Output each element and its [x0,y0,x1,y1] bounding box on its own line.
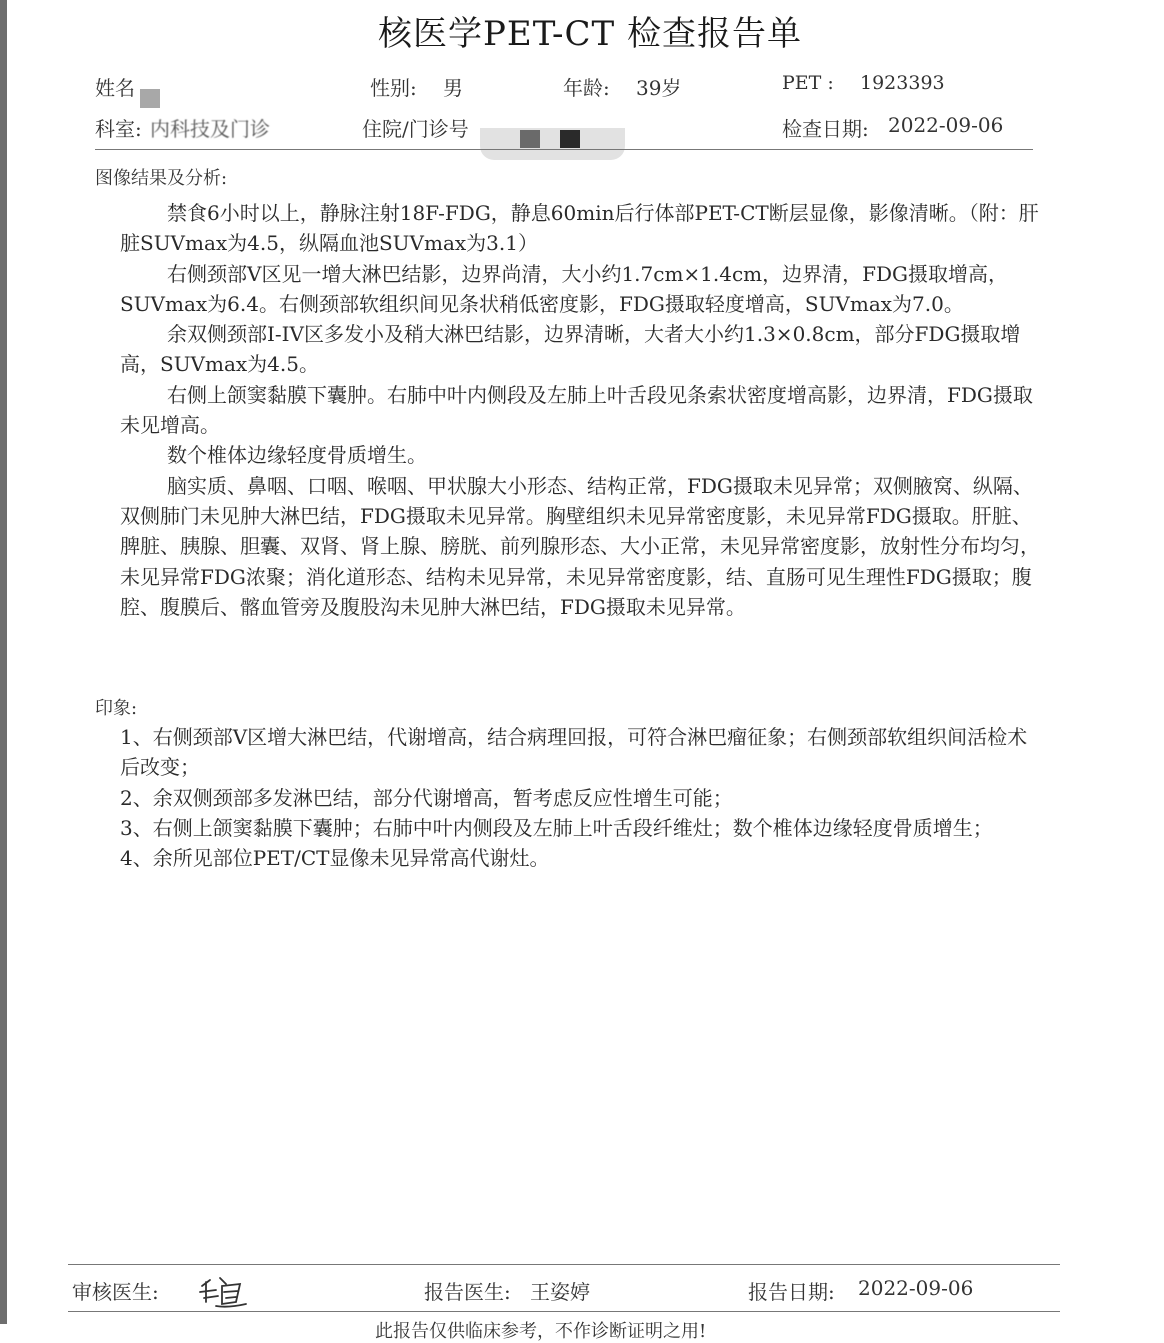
age-label: 年龄: [563,76,610,100]
reporter-name: 王姿婷 [530,1280,590,1304]
disclaimer-text: 此报告仅供临床参考，不作诊断证明之用! [375,1321,707,1342]
viewer-left-edge [0,0,7,1324]
header-divider [95,149,1033,150]
findings-paragraph: 右侧上颌窦黏膜下囊肿。右肺中叶内侧段及左肺上叶舌段见条索状密度增高影，边界清，FDG摄取未见增高。 [120,382,1033,438]
impression-item: 3、右侧上颌窦黏膜下囊肿；右肺中叶内侧段及左肺上叶舌段纤维灶；数个椎体边缘轻度骨质增生； [120,815,993,840]
findings-paragraph: 禁食6小时以上，静脉注射18F-FDG，静息60min后行体部PET-CT断层显像，影像清晰。（附：肝脏SUVmax为4.5，纵隔血池SUVmax为3.1） [120,201,1039,256]
dept-value: 内科技及门诊 [150,117,270,141]
footer-top-divider [68,1264,1060,1265]
gender-label: 性别: [370,76,417,100]
findings-paragraph: 数个椎体边缘轻度骨质增生。 [167,443,427,468]
exam-date-label: 检查日期: [782,117,869,141]
pet-number: 1923393 [860,72,945,94]
inpatient-label: 住院/门诊号 [362,117,469,141]
impression-item: 2、余双侧颈部多发淋巴结，部分代谢增高，暂考虑反应性增生可能； [120,785,733,810]
findings-body [120,198,1045,622]
redaction-block [520,130,540,148]
reviewer-signature [196,1272,252,1312]
reporter-label: 报告医生: [424,1280,511,1304]
findings-paragraph: 右侧颈部V区见一增大淋巴结影，边界尚清，大小约1.7cm×1.4cm，边界清，FDG摄取增高，SUVmax为6.4。右侧颈部软组织间见条状稍低密度影，FDG摄取轻度增高，SUVmax为7.0。 [120,261,1009,316]
gender-value: 男 [443,76,463,100]
findings-paragraph: 脑实质、鼻咽、口咽、喉咽、甲状腺大小形态、结构正常，FDG摄取未见异常；双侧腋窝、纵隔、双侧肺门未见肿大淋巴结，FDG摄取未见异常。胸壁组织未见异常密度影，未见异常FDG摄取。肝脏、脾脏、胰腺、胆囊、双肾、肾上腺、膀胱、前列腺形态、大小正常，未见异常密度影，放射性分布均匀，未见异常FDG浓聚；消化道形态、结构未见异常，未见异常密度影，结、直肠可见生理性FDG摄取；腹腔、腹膜后、髂血管旁及腹股沟未见肿大淋巴结，FDG摄取未见异常。 [120,473,1040,619]
report-date-label: 报告日期: [748,1280,835,1304]
impression-item: 1、右侧颈部V区增大淋巴结，代谢增高，结合病理回报，可符合淋巴瘤征象；右侧颈部软组织间活检术后改变； [120,725,1028,780]
findings-paragraph: 余双侧颈部I-IV区多发小及稍大淋巴结影，边界清晰，大者大小约1.3×0.8cm，部分FDG摄取增高，SUVmax为4.5。 [120,322,1021,377]
impression-body [120,722,1045,873]
reviewer-label: 审核医生: [72,1280,159,1304]
exam-date-value: 2022-09-06 [888,113,1004,137]
findings-heading: 图像结果及分析: [95,168,228,189]
redacted-inpatient-number [480,128,625,160]
footer-bottom-divider [68,1311,1060,1312]
impression-heading: 印象: [95,698,138,719]
dept-label: 科室: [95,117,142,141]
impression-item: 4、余所见部位PET/CT显像未见异常高代谢灶。 [120,846,550,871]
redacted-name [140,89,160,108]
redaction-block [560,130,580,148]
report-date-value: 2022-09-06 [858,1276,974,1300]
age-value: 39岁 [636,76,682,100]
pet-label: PET : [782,72,834,94]
name-label: 姓名 [95,76,135,100]
report-title: 核医学PET-CT 检查报告单 [378,14,802,54]
